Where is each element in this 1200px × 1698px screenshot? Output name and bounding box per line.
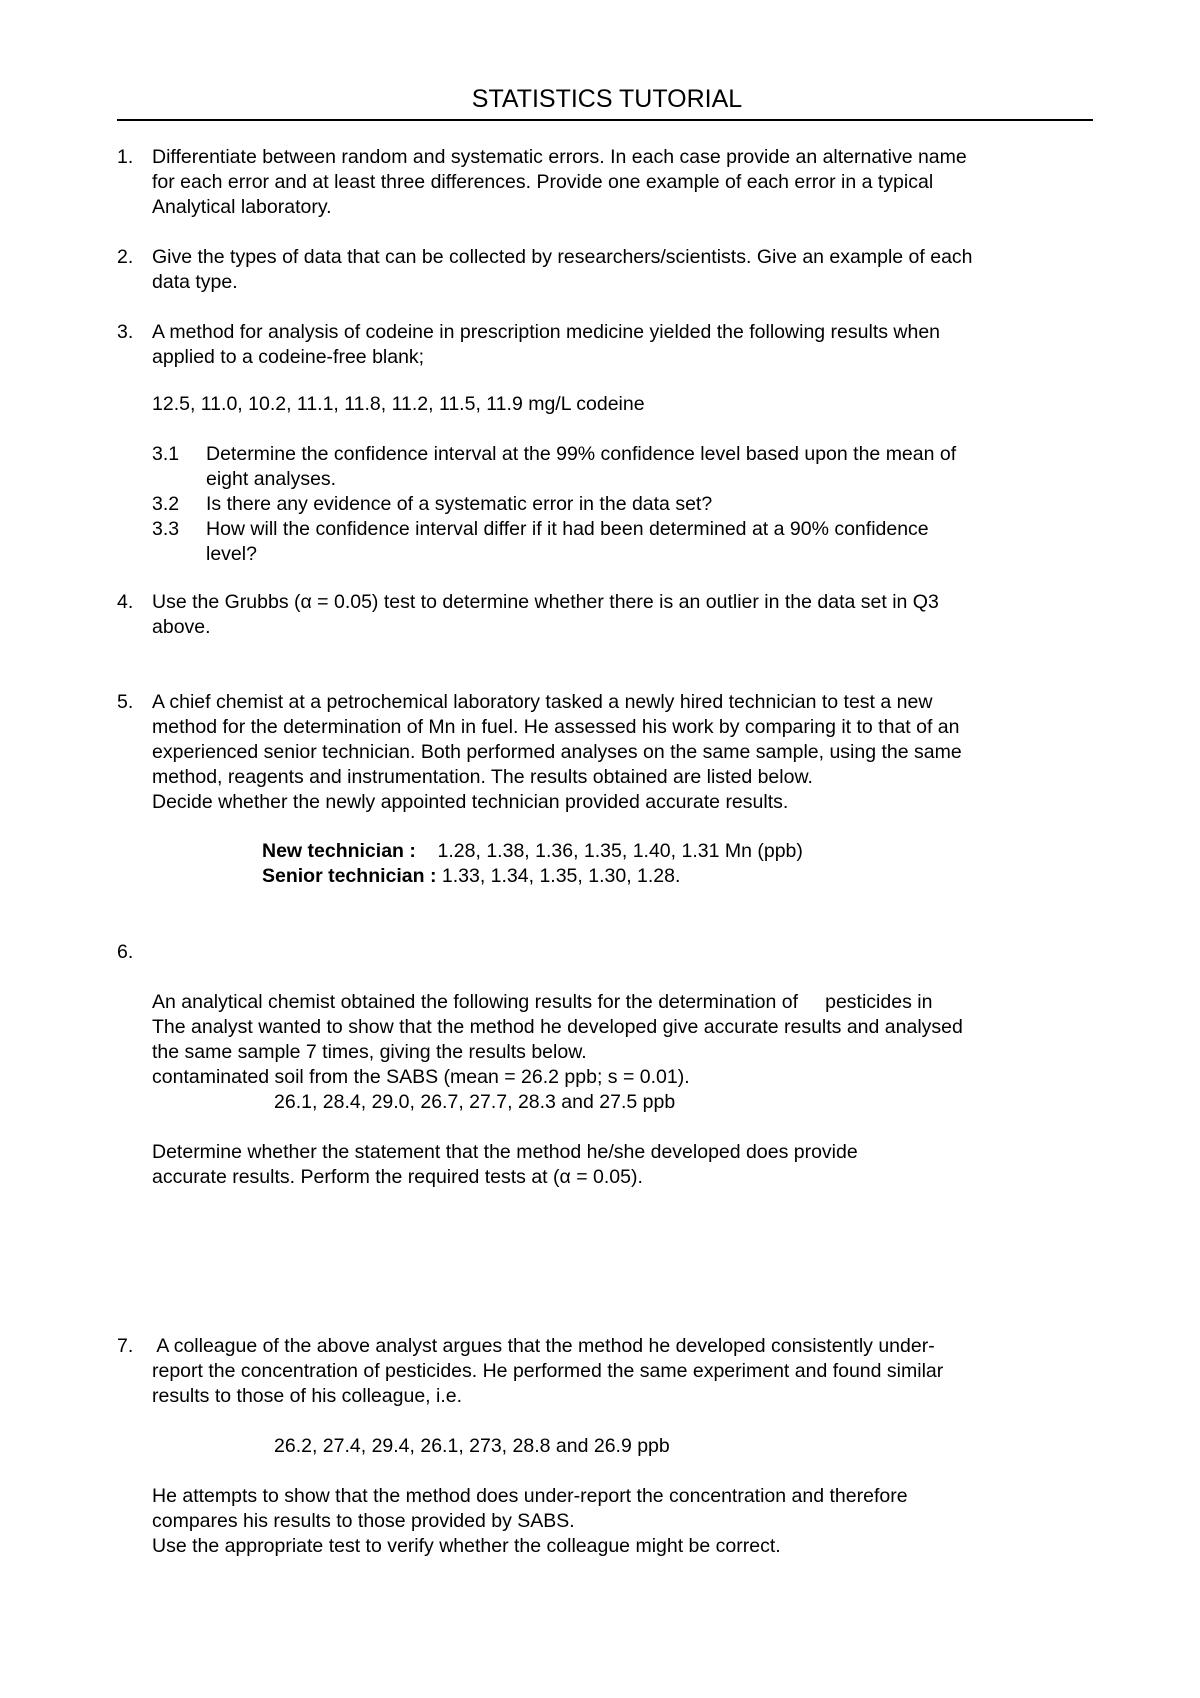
title-underline: [117, 119, 1093, 121]
q5-senior-technician-row: [262, 864, 680, 889]
q4-line: above.: [152, 616, 211, 638]
q7-number: 7.: [117, 1335, 134, 1357]
q4-text: [152, 590, 1102, 640]
q6-line: Determine whether the statement that the method he/she developed does provide: [152, 1141, 858, 1163]
q7-text-2: [152, 1484, 1102, 1559]
q5-new-values: 1.28, 1.38, 1.36, 1.35, 1.40, 1.31 Mn (ppb): [437, 840, 803, 862]
q6-line: An analytical chemist obtained the following results for the determination of pesticides in: [152, 991, 933, 1013]
q5-line: A chief chemist at a petrochemical laboratory tasked a newly hired technician to test a new: [152, 691, 933, 713]
q3-text: [152, 320, 1102, 370]
q5-line: experienced senior technician. Both performed analyses on the same sample, using the same: [152, 741, 962, 763]
q6-line: the same sample 7 times, giving the results below.: [152, 1041, 587, 1063]
q3-1-line: Determine the confidence interval at the 99% confidence level based upon the mean of: [206, 443, 957, 465]
q3-1-line: eight analyses.: [206, 468, 337, 490]
q5-senior-values: 1.33, 1.34, 1.35, 1.30, 1.28.: [441, 865, 681, 887]
q6-line: contaminated soil from the SABS (mean = 26.2 ppb; s = 0.01).: [152, 1066, 690, 1088]
q3-1-text: [206, 442, 1086, 492]
q7-line: results to those of his colleague, i.e.: [152, 1385, 463, 1407]
q3-line: applied to a codeine-free blank;: [152, 346, 425, 368]
q7-line: report the concentration of pesticides. He performed the same experiment and found similar: [152, 1360, 944, 1382]
q5-text: [152, 690, 1102, 815]
q4-line: Use the Grubbs (α = 0.05) test to determine whether there is an outlier in the data set in Q3: [152, 591, 939, 613]
q4-number: 4.: [117, 591, 134, 613]
q1-line: Differentiate between random and systematic errors. In each case provide an alternative name: [152, 146, 967, 168]
q3-2-text: Is there any evidence of a systematic error in the data set?: [206, 493, 713, 515]
q6-line: The analyst wanted to show that the method he developed give accurate results and analysed: [152, 1016, 963, 1038]
q5-line: Decide whether the newly appointed technician provided accurate results.: [152, 791, 789, 813]
q3-2-number: 3.2: [152, 493, 180, 515]
q3-1-number: 3.1: [152, 443, 180, 465]
q2-line: data type.: [152, 271, 238, 293]
q6-text-3: [152, 1140, 1102, 1190]
q3-3-text: [206, 517, 1086, 567]
q2-number: 2.: [117, 246, 134, 268]
q5-line: method, reagents and instrumentation. The results obtained are listed below.: [152, 766, 813, 788]
q7-line: compares his results to those provided by SABS.: [152, 1510, 575, 1532]
q1-number: 1.: [117, 146, 134, 168]
q5-new-technician-row: [262, 839, 803, 864]
q3-data: 12.5, 11.0, 10.2, 11.1, 11.8, 11.2, 11.5, 11.9 mg/L codeine: [152, 393, 645, 415]
q7-text: [152, 1334, 1102, 1409]
q5-senior-label: Senior technician :: [262, 865, 437, 887]
q5-new-label: New technician :: [262, 840, 416, 862]
q5-line: method for the determination of Mn in fuel. He assessed his work by comparing it to that of an: [152, 716, 960, 738]
q1-text: [152, 145, 1102, 220]
q3-line: A method for analysis of codeine in prescription medicine yielded the following results when: [152, 321, 941, 343]
q6-data: 26.1, 28.4, 29.0, 26.7, 27.7, 28.3 and 27.5 ppb: [274, 1091, 676, 1113]
q2-line: Give the types of data that can be collected by researchers/scientists. Give an example of each: [152, 246, 973, 268]
q2-text: [152, 245, 1102, 295]
q3-3-number: 3.3: [152, 518, 180, 540]
q7-line: He attempts to show that the method does under-report the concentration and therefore: [152, 1485, 908, 1507]
page-title: STATISTICS TUTORIAL: [471, 85, 743, 113]
q7-line: Use the appropriate test to verify whether the colleague might be correct.: [152, 1535, 781, 1557]
q7-line: A colleague of the above analyst argues that the method he developed consistently under-: [152, 1335, 935, 1357]
q6-text-2: [152, 1015, 1102, 1065]
q1-line: Analytical laboratory.: [152, 196, 332, 218]
q7-data: 26.2, 27.4, 29.4, 26.1, 273, 28.8 and 26.9 ppb: [274, 1435, 670, 1457]
q3-number: 3.: [117, 321, 134, 343]
q6-line: accurate results. Perform the required tests at (α = 0.05).: [152, 1166, 643, 1188]
q1-line: for each error and at least three differences. Provide one example of each error in a typical: [152, 171, 934, 193]
q5-number: 5.: [117, 691, 134, 713]
q3-3-line: level?: [206, 543, 257, 565]
q3-3-line: How will the confidence interval differ if it had been determined at a 90% confidence: [206, 518, 929, 540]
q6-number: 6.: [117, 941, 134, 963]
